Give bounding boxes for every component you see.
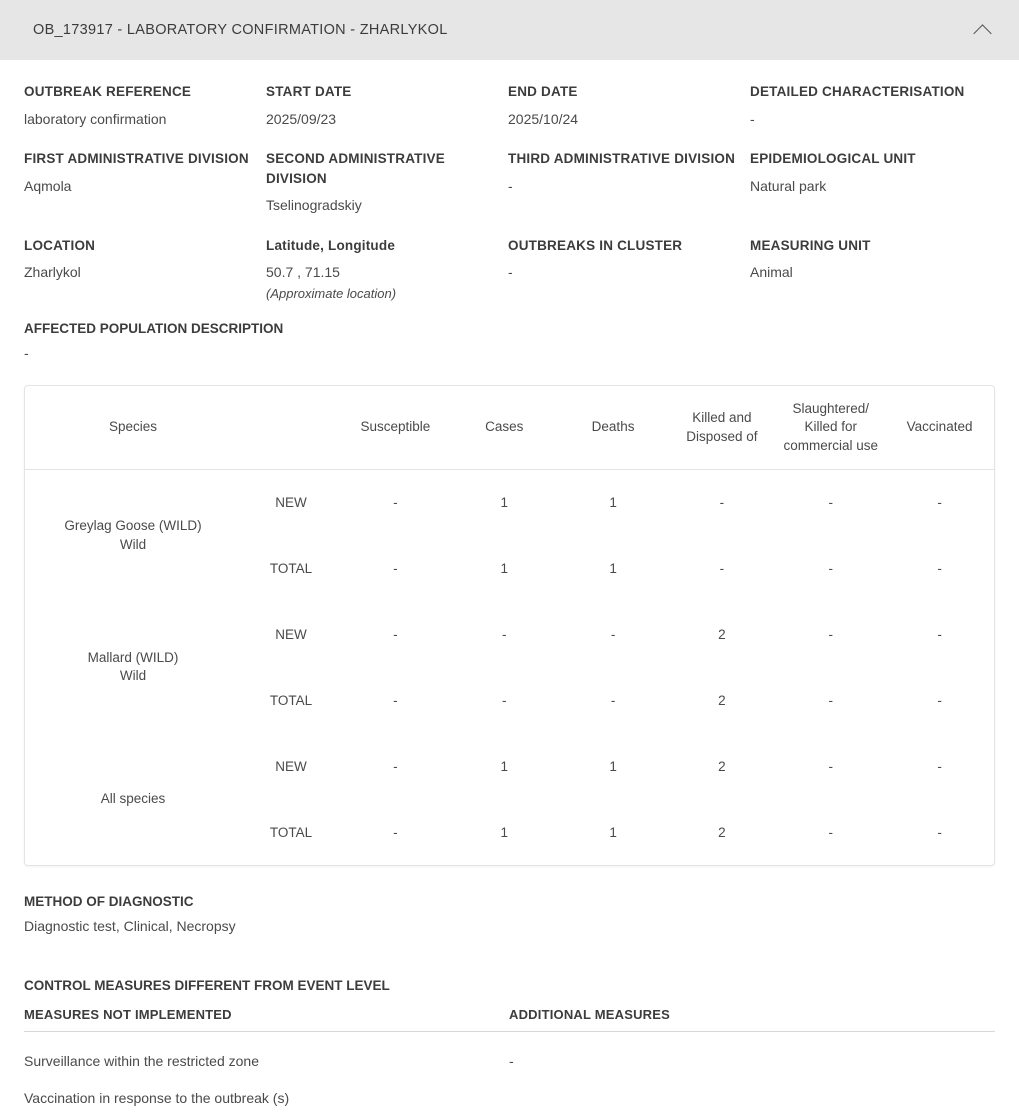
cell-vaccinated: -: [937, 758, 942, 774]
field-value: 2025/10/24: [508, 110, 579, 127]
table-row: [24, 1072, 995, 1109]
col-newtotal: [241, 386, 341, 469]
field-value: [266, 263, 498, 303]
cell-deaths: 1: [609, 824, 617, 840]
field-label: FIRST ADMINISTRATIVE DIVISION: [24, 151, 249, 167]
field-latitude-longitude: [266, 236, 508, 323]
cell-vaccinated: -: [937, 824, 942, 840]
cell-vaccinated: -: [937, 692, 942, 708]
field-value: -: [750, 110, 755, 127]
field-value: -: [24, 345, 29, 362]
field-label: START DATE: [266, 84, 352, 99]
cell-killed-disposed: -: [719, 495, 725, 511]
species-name-cell: [25, 601, 241, 733]
field-third-administrative-division: [508, 149, 750, 236]
table-header-row: [24, 1007, 995, 1032]
field-label: LOCATION: [24, 237, 96, 253]
measures-table-head: [24, 1007, 995, 1032]
latlng-value: 50.7 , 71.15: [266, 264, 340, 281]
field-second-administrative-division: [266, 149, 508, 236]
measure-not-implemented-2: Vaccination in response to the outbreak (s): [24, 1090, 290, 1107]
cell-cases: 1: [500, 495, 508, 511]
cell-deaths: -: [610, 692, 616, 708]
page-title: OB_173917 - LABORATORY CONFIRMATION - ZHARLYKOL: [33, 22, 448, 38]
col-slaughtered-killed-for-commercial-use: Slaughtered/ Killed for commercial use: [776, 386, 885, 469]
control-measures-title: CONTROL MEASURES DIFFERENT FROM EVENT LEVEL: [24, 978, 390, 994]
field-label: OUTBREAK REFERENCE: [24, 84, 192, 99]
cell-slaughtered: -: [828, 692, 833, 708]
cell-cases: -: [501, 626, 507, 642]
row-kind: TOTAL: [269, 692, 313, 708]
section-value: Diagnostic test, Clinical, Necropsy: [24, 918, 236, 935]
row-kind: TOTAL: [269, 560, 313, 576]
row-kind: TOTAL: [269, 824, 313, 840]
field-end-date: [508, 82, 750, 149]
species-name-cell: [25, 469, 241, 601]
cell-slaughtered: -: [828, 758, 833, 774]
cell-susceptible: -: [393, 626, 398, 642]
col-cases: Cases: [450, 386, 559, 469]
cell-slaughtered: -: [828, 824, 833, 840]
section-label: METHOD OF DIAGNOSTIC: [24, 894, 194, 910]
field-label: MEASURING UNIT: [750, 237, 871, 253]
row-kind: NEW: [275, 626, 307, 642]
species-table-card: [24, 385, 995, 866]
species-label: Mallard (WILD): [87, 650, 179, 666]
field-value: -: [508, 177, 513, 194]
cell-deaths: 1: [609, 495, 617, 511]
panel-header[interactable]: [0, 0, 1019, 60]
field-label: EPIDEMIOLOGICAL UNIT: [750, 151, 916, 167]
cell-vaccinated: -: [937, 495, 942, 511]
field-value: laboratory confirmation: [24, 110, 167, 127]
field-value: Tselinogradskiy: [266, 197, 362, 214]
cell-deaths: 1: [609, 560, 617, 576]
field-label: OUTBREAKS IN CLUSTER: [508, 237, 683, 253]
measures-table-body: [24, 1032, 995, 1110]
field-value: -: [508, 264, 513, 281]
cell-susceptible: -: [393, 560, 398, 576]
field-outbreak-reference: [24, 82, 266, 149]
col-deaths: Deaths: [559, 386, 668, 469]
species-table: [25, 386, 994, 865]
field-value: 2025/09/23: [266, 110, 337, 127]
field-epidemiological-unit: [750, 149, 995, 236]
cell-cases: 1: [500, 758, 508, 774]
cell-killed-disposed: -: [719, 560, 725, 576]
field-value: Natural park: [750, 177, 827, 194]
cell-killed-disposed: 2: [718, 626, 726, 642]
cell-slaughtered: -: [828, 560, 833, 576]
field-first-administrative-division: [24, 149, 266, 236]
cell-susceptible: -: [393, 495, 398, 511]
row-kind: NEW: [275, 758, 307, 774]
col-measures-not-implemented: MEASURES NOT IMPLEMENTED: [24, 1007, 509, 1032]
species-subtype: Wild: [119, 668, 147, 684]
field-location: [24, 236, 266, 323]
table-header-row: [25, 386, 994, 469]
panel-content: [0, 60, 1019, 1119]
col-additional-measures: ADDITIONAL MEASURES: [509, 1007, 995, 1032]
additional-measures-value: -: [509, 1053, 514, 1070]
row-kind: NEW: [275, 495, 307, 511]
table-row: [25, 733, 994, 799]
field-affected-population-description: [24, 321, 995, 361]
species-subtype: Wild: [119, 536, 147, 552]
field-detailed-characterisation: [750, 82, 995, 149]
cell-cases: 1: [500, 824, 508, 840]
field-value: Animal: [750, 264, 793, 281]
field-outbreaks-in-cluster: [508, 236, 750, 323]
cell-deaths: 1: [609, 758, 617, 774]
table-row: [25, 469, 994, 535]
field-label: DETAILED CHARACTERISATION: [750, 84, 965, 99]
cell-cases: -: [501, 692, 507, 708]
chevron-up-icon[interactable]: [973, 19, 995, 41]
col-species: Species: [25, 386, 241, 469]
field-start-date: [266, 82, 508, 149]
cell-killed-disposed: 2: [718, 692, 726, 708]
field-value: Aqmola: [24, 177, 72, 194]
field-label: THIRD ADMINISTRATIVE DIVISION: [508, 151, 736, 167]
field-measuring-unit: [750, 236, 995, 323]
col-vaccinated: Vaccinated: [885, 386, 994, 469]
control-measures-table: [24, 1007, 995, 1109]
outbreak-field-grid: [24, 82, 995, 323]
latlng-note: (Approximate location): [266, 286, 397, 302]
col-susceptible: Susceptible: [341, 386, 450, 469]
species-label: All species: [100, 791, 166, 807]
table-row: [25, 601, 994, 667]
cell-killed-disposed: 2: [718, 824, 726, 840]
field-label: AFFECTED POPULATION DESCRIPTION: [24, 321, 284, 337]
cell-susceptible: -: [393, 692, 398, 708]
table-row: [24, 1032, 995, 1073]
species-name-cell: [25, 733, 241, 865]
cell-cases: 1: [500, 560, 508, 576]
cell-vaccinated: -: [937, 626, 942, 642]
cell-slaughtered: -: [828, 495, 833, 511]
cell-susceptible: -: [393, 758, 398, 774]
species-label: Greylag Goose (WILD): [64, 518, 202, 534]
cell-deaths: -: [610, 626, 616, 642]
field-label: Latitude, Longitude: [266, 237, 396, 253]
cell-slaughtered: -: [828, 626, 833, 642]
species-table-head: [25, 386, 994, 469]
cell-vaccinated: -: [937, 560, 942, 576]
method-of-diagnostic-section: [24, 894, 995, 934]
col-killed-and-disposed-of: Killed and Disposed of: [667, 386, 776, 469]
field-value: Zharlykol: [24, 264, 81, 281]
additional-measures-empty: [509, 1072, 995, 1109]
field-label: END DATE: [508, 84, 578, 99]
field-label: SECOND ADMINISTRATIVE DIVISION: [266, 151, 445, 186]
cell-killed-disposed: 2: [718, 758, 726, 774]
cell-susceptible: -: [393, 824, 398, 840]
measure-not-implemented-1: Surveillance within the restricted zone: [24, 1053, 260, 1070]
species-table-body: [25, 469, 994, 865]
